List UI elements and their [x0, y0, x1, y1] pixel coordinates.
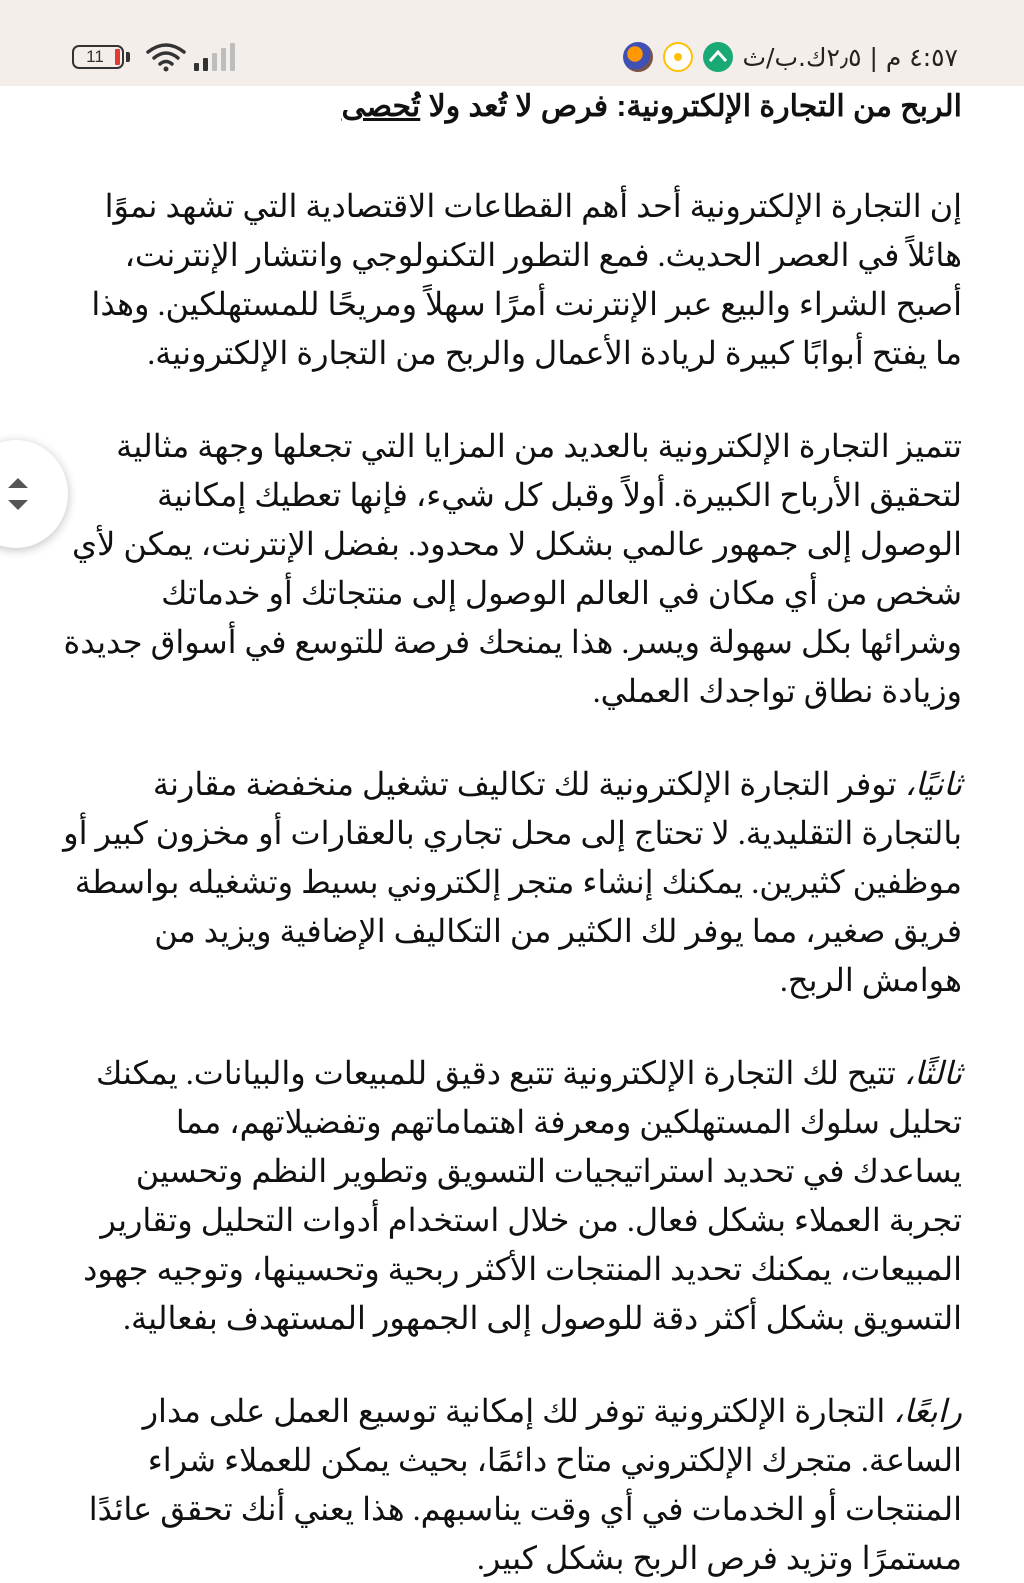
- paragraph-text: تتيح لك التجارة الإلكترونية تتبع دقيق للمبيعات والبيانات. يمكنك تحليل سلوك المستهلكين ومعرفة اهتماماتهم وتفضيلاتهم، مما يساعدك في تحديد استراتيجيات التسويق وتطوير النظم وتحسين تجربة العملاء بشكل فعال. من خلال استخدام أدوات التحليل وتقارير المبيعات، يمكنك تحديد المنتجات الأكثر ربحية وتحسينها، وتوجيه جهود التسويق بشكل أكثر دقة للوصول إلى الجمهور المستهدف بفعالية.: [83, 1055, 962, 1336]
- status-indicators: [72, 38, 235, 76]
- battery-tip: [126, 52, 130, 62]
- wifi-icon: [146, 42, 186, 72]
- status-right: [623, 38, 959, 76]
- article: [62, 84, 962, 1583]
- paragraph-text: التجارة الإلكترونية توفر لك إمكانية توسيع العمل على مدار الساعة. متجرك الإلكتروني متاح دائمًا، بحيث يمكن للعملاء شراء المنتجات أو الخدمات في أي وقت يناسبهم. هذا يعني أنك تحقق عائدًا مستمرًا وتزيد فرص الربح بشكل كبير.: [88, 1393, 962, 1576]
- title-main: الربح من التجارة الإلكترونية: فرص لا تُعد ولا: [420, 90, 962, 123]
- paragraph-2: [62, 422, 962, 716]
- paragraph-lead: ثانيًا،: [904, 766, 962, 802]
- article-title: [62, 84, 962, 130]
- paragraph-lead: رابعًا،: [893, 1393, 962, 1429]
- signal-icon: [194, 43, 235, 71]
- status-time: ٤:٥٧ م | ٢٫٥ك.ب/ث: [742, 42, 958, 72]
- paragraph-lead: ثالثًا،: [903, 1055, 962, 1091]
- paragraph-text: تتميز التجارة الإلكترونية بالعديد من المزايا التي تجعلها وجهة مثالية لتحقيق الأرباح الكبيرة. أولاً وقبل كل شيء، فإنها تعطيك إمكانية الوصول إلى جمهور عالمي بشكل لا محدود. بفضل الإنترنت، يمكن لأي شخص من أي مكان في العالم الوصول إلى منتجاتك أو خدماتك وشرائها بكل سهولة ويسر. هذا يمنحك فرصة للتوسع في أسواق جديدة وزيادة نطاق تواجدك العملي.: [63, 428, 962, 709]
- paragraph-1: [62, 182, 962, 378]
- battery-level: 11: [86, 47, 104, 66]
- scroll-up-down-icon: [6, 474, 30, 514]
- coin-app-icon: [663, 42, 693, 72]
- status-bar: [0, 0, 1024, 86]
- green-app-icon: [703, 42, 733, 72]
- scroll-handle-button[interactable]: [0, 440, 68, 548]
- title-underlined: تُحصى: [341, 90, 421, 123]
- paragraph-3: [62, 760, 962, 1005]
- photo-app-icon: [623, 42, 653, 72]
- paragraph-4: [62, 1049, 962, 1343]
- paragraph-5: [62, 1387, 962, 1583]
- battery-fill: [115, 49, 120, 65]
- battery-icon: [72, 45, 124, 69]
- paragraph-text: إن التجارة الإلكترونية أحد أهم القطاعات الاقتصادية التي تشهد نموًا هائلاً في العصر الحديث. فمع التطور التكنولوجي وانتشار الإنترنت، أصبح الشراء والبيع عبر الإنترنت أمرًا سهلاً ومريحًا للمستهلكين. وهذا ما يفتح أبوابًا كبيرة لريادة الأعمال والربح من التجارة الإلكترونية.: [91, 188, 962, 371]
- paragraph-text: توفر التجارة الإلكترونية لك تكاليف تشغيل منخفضة مقارنة بالتجارة التقليدية. لا تحتاج إلى محل تجاري بالعقارات أو مخزون كبير أو موظفين كثيرين. يمكنك إنشاء متجر إلكتروني بسيط وتشغيله بواسطة فريق صغير، مما يوفر لك الكثير من التكاليف الإضافية ويزيد من هوامش الربح.: [63, 766, 962, 998]
